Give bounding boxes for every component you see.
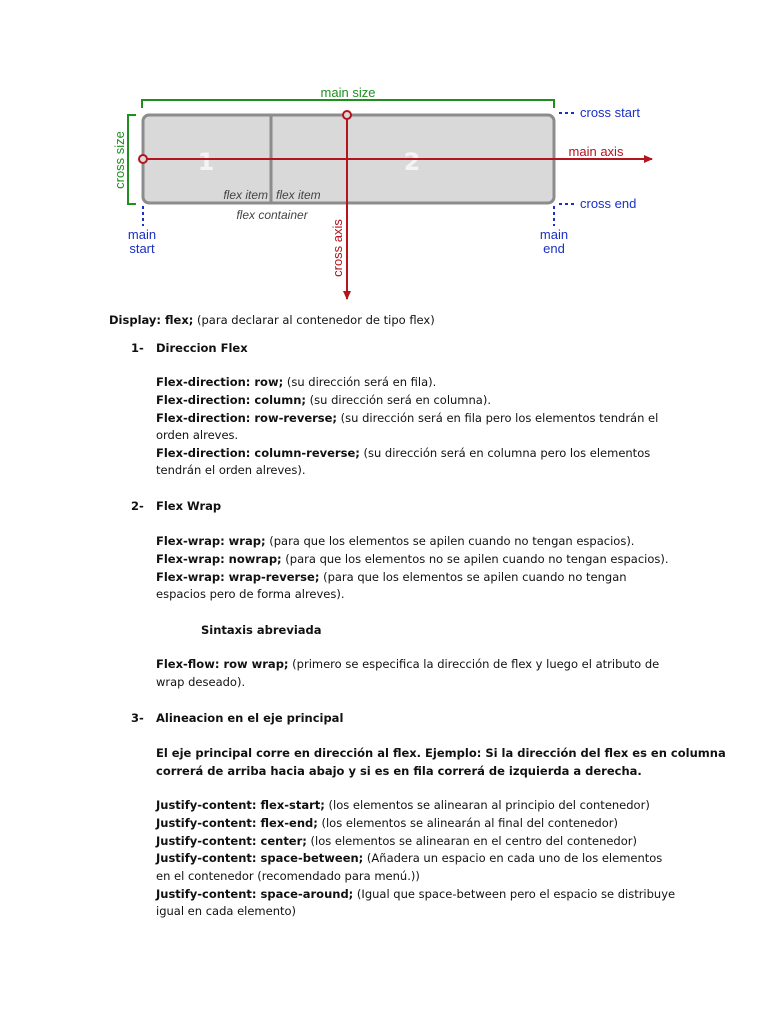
flexbox-diagram [0, 0, 768, 310]
flex-direction-column-reverse-cont: tendrán el orden alreves). [156, 463, 306, 477]
sintaxis-abreviada-heading: Sintaxis abreviada [201, 623, 322, 637]
justify-space-around-cont: igual en cada elemento) [156, 904, 297, 918]
justify-center: Justify-content: center; (los elementos se alinearan en el centro del contenedor) [156, 834, 637, 848]
display-flex-keyword: Display: flex; [109, 313, 194, 327]
flex-wrap-wrap: Flex-wrap: wrap; (para que los elementos se apilen cuando no tengan espacios). [156, 534, 635, 548]
section-3-paragraph-2: correrá de arriba hacia abajo y si es en fila correrá de izquierda a derecha. [156, 764, 642, 778]
flex-direction-column: Flex-direction: column; (su dirección será en columna). [156, 393, 491, 407]
cross-axis-label: cross axis [330, 219, 345, 277]
main-axis-label: main axis [568, 144, 624, 159]
section-1-title: Direccion Flex [156, 341, 248, 355]
section-3-title: Alineacion en el eje principal [156, 711, 344, 725]
flex-direction-row: Flex-direction: row; (su dirección será en fila). [156, 375, 437, 389]
flex-direction-row-reverse-cont: orden alreves. [156, 428, 239, 442]
justify-space-between-cont: en el contenedor (recomendado para menú.)) [156, 869, 420, 883]
flex-direction-column-reverse: Flex-direction: column-reverse; (su dirección será en columna pero los elementos [156, 446, 651, 460]
section-3-paragraph-1: El eje principal corre en dirección al flex. Ejemplo: Si la dirección del flex es en columna [156, 746, 726, 760]
main-end-label-2: end [543, 241, 565, 256]
justify-space-between: Justify-content: space-between; (Añadera un espacio en cada uno de los elementos [156, 851, 663, 865]
cross-end-label: cross end [580, 196, 637, 211]
flex-item-1-label: flex item [223, 188, 268, 202]
main-start-label-1: main [127, 227, 157, 242]
main-size-label: main size [320, 85, 376, 100]
cross-size-label: cross size [112, 131, 127, 189]
main-size-bracket [142, 100, 554, 108]
justify-flex-start: Justify-content: flex-start; (los elementos se alinearan al principio del contenedor) [156, 798, 650, 812]
flex-item-2-number: 2 [403, 148, 421, 176]
cross-size-bracket [128, 115, 136, 204]
display-flex-description: (para declarar al contenedor de tipo flex) [193, 313, 435, 327]
main-start-label-2: start [129, 241, 155, 256]
flex-item-2-label: flex item [276, 188, 321, 202]
section-3-number: 3- [131, 711, 144, 725]
flex-flow-line-cont: wrap deseado). [156, 675, 246, 689]
cross-start-label: cross start [580, 105, 640, 120]
flex-item-1-number: 1 [197, 148, 215, 176]
flex-flow-line: Flex-flow: row wrap; (primero se especifica la dirección de flex y luego el atributo de [156, 657, 660, 671]
cross-axis-origin [343, 111, 351, 119]
justify-flex-end: Justify-content: flex-end; (los elementos se alinearán al final del contenedor) [156, 816, 618, 830]
section-2-title: Flex Wrap [156, 499, 222, 513]
flex-wrap-wrap-reverse-cont: espacios pero de forma alreves). [156, 587, 345, 601]
flex-direction-row-reverse: Flex-direction: row-reverse; (su dirección será en fila pero los elementos tendrán el [156, 411, 659, 425]
justify-space-around: Justify-content: space-around; (Igual que space-between pero el espacio se distribuye [156, 887, 676, 901]
flex-container-label: flex container [236, 208, 308, 222]
section-1-number: 1- [131, 341, 144, 355]
section-2-number: 2- [131, 499, 144, 513]
flex-wrap-nowrap: Flex-wrap: nowrap; (para que los elementos no se apilen cuando no tengan espacios). [156, 552, 669, 566]
main-end-label-1: main [539, 227, 569, 242]
display-flex-line [109, 312, 435, 330]
main-axis-origin [139, 155, 147, 163]
flex-wrap-wrap-reverse: Flex-wrap: wrap-reverse; (para que los elementos se apilen cuando no tengan [156, 570, 627, 584]
